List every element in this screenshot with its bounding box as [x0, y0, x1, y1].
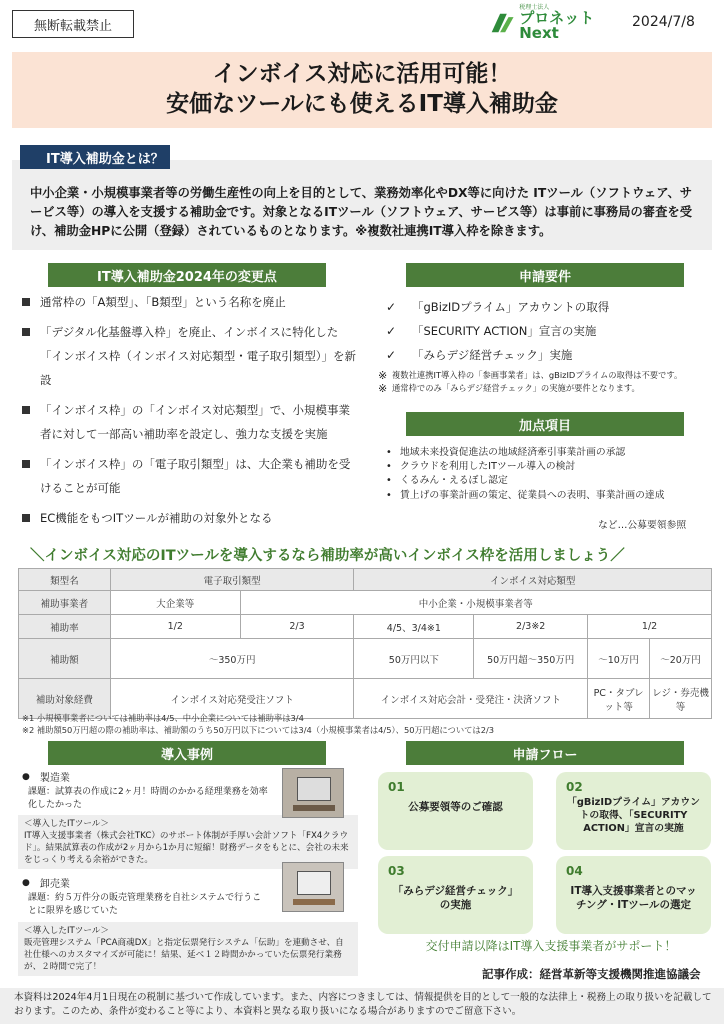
table-cell: レジ・券売機等	[650, 679, 712, 719]
table-cell: 4/5、3/4※1	[354, 615, 474, 639]
table-cell: 中小企業・小規模事業者等	[240, 591, 711, 615]
list-item: 通常枠の「A類型」、「B類型」という名称を廃止	[18, 290, 358, 314]
case-problem: 課題：約５万件分の販売管理業務を自社システムで行うことに限界を感じていた	[28, 893, 262, 916]
cases-heading: 導入事例	[48, 741, 326, 765]
step-text: IT導入支援事業者とのマッチング・ITツールの選定	[570, 885, 697, 912]
hero-line-2: 安価なツールにも使えるIT導入補助金	[166, 91, 558, 117]
no-reproduction-notice: 無断転載禁止	[12, 10, 134, 38]
table-cell: 2/3※2	[474, 615, 588, 639]
list-item: • 地域未来投資促進法の地域経済牽引事業計画の承認	[386, 447, 626, 458]
logo-mark-icon	[490, 8, 515, 38]
company-logo	[490, 6, 620, 40]
table-cell: インボイス対応類型	[354, 569, 712, 591]
case-box-title: ＜導入したITツール＞	[24, 925, 109, 936]
case-industry: ● 製造業	[22, 771, 70, 784]
table-cell: ～10万円	[588, 639, 650, 679]
table-cell: 50万円超～350万円	[474, 639, 588, 679]
table-cell: 2/3	[240, 615, 354, 639]
check-icon: ✓	[386, 324, 397, 338]
list-item: ✓ 「みらデジ経営チェック」実施	[386, 348, 573, 362]
hero-title	[12, 52, 712, 128]
step-text: 「gBizIDプライム」アカウントの取得、「SECURITY ACTION」宣言の実施	[567, 797, 700, 835]
case-photo-products	[282, 862, 344, 912]
square-bullet-icon	[22, 406, 30, 414]
table-cell: インボイス対応発受注ソフト	[110, 679, 354, 719]
list-item: EC機能をもつITツールが補助の対象外となる	[18, 506, 358, 530]
bullet-icon: ●	[22, 877, 30, 888]
case-photo-computer	[282, 768, 344, 818]
list-item: 「インボイス枠」の「インボイス対応類型」で、小規模事業者に対して一部高い補助率を設定し、強力な支援を実施	[18, 398, 358, 446]
table-cell: PC・タブレット等	[588, 679, 650, 719]
flow-support-note: 交付申請以降はIT導入支援事業者がサポート！	[425, 939, 677, 953]
table-cell: 補助対象経費	[19, 679, 111, 719]
table-cell: 電子取引類型	[110, 569, 354, 591]
table-row	[19, 615, 712, 639]
table-cell: 1/2	[110, 615, 240, 639]
list-item: ✓ 「gBizIDプライム」アカウントの取得	[386, 300, 610, 314]
case-industry: ● 卸売業	[22, 877, 70, 891]
note-item: ※ 通常枠でのみ「みらデジ経営チェック」の実施が要件となります。	[378, 382, 640, 395]
table-cell: 1/2	[588, 615, 712, 639]
table-row	[19, 591, 712, 615]
article-author: 記事作成：経営革新等支援機関推進協議会	[482, 967, 701, 981]
requirements-heading: 申請要件	[406, 263, 684, 287]
table-footnotes	[22, 712, 494, 736]
case-problem: 課題：試算表の作成に2ヶ月！時間のかかる経理業務を効率化したかった	[28, 787, 268, 810]
square-bullet-icon	[22, 460, 30, 468]
step-number: 03	[388, 864, 405, 878]
list-item: 「インボイス枠」の「電子取引類型」は、大企業も補助を受けることが可能	[18, 452, 358, 500]
case-box-text: 販売管理システム「PCA商魂DX」と指定伝票発行システム「伝助」を連動させ、自社仕様へのカスタマイズが可能に！結果、延べ１２時間かかっていた伝票発行業務が、２時間で完了！	[24, 937, 344, 972]
step-text: 公募要領等のご確認	[408, 801, 503, 813]
requirements-list	[372, 295, 712, 367]
table-cell: 50万円以下	[354, 639, 474, 679]
table-cell: ～20万円	[650, 639, 712, 679]
table-cell: 大企業等	[110, 591, 240, 615]
table-cell: ～350万円	[110, 639, 354, 679]
flow-heading: 申請フロー	[406, 741, 684, 765]
step-number: 02	[566, 780, 583, 794]
hero-line-1: インボイス対応に活用可能！	[212, 61, 512, 88]
square-bullet-icon	[22, 298, 30, 306]
logo-subtitle: 税理士法人	[519, 4, 550, 11]
table-cell: 補助事業者	[19, 591, 111, 615]
requirements-notes	[378, 370, 716, 396]
step-number: 04	[566, 864, 583, 878]
flow-step-2	[556, 772, 711, 850]
table-row	[19, 569, 712, 591]
intro-text: 中小企業・小規模事業者等の労働生産性の向上を目的として、業務効率化やDX等に向けた ITツール（ソフトウェア、サービス等）の導入を支援する補助金です。対象となるITツール（ソフトウェア、サービス等）は事前に事務局の審査を受け、補助金HPに公開（登録）されているものとなります。※複数社連携IT導入枠を除きます。	[12, 160, 712, 250]
table-cell: 補助額	[19, 639, 111, 679]
intro-label: IT導入補助金とは？	[20, 145, 170, 169]
flow-step-3	[378, 856, 533, 934]
invoice-banner: ＼インボイス対応のITツールを導入するなら補助率が高いインボイス枠を活用しましょう／	[30, 548, 625, 564]
monitor-icon	[297, 777, 331, 801]
footnote: ※2 補助額50万円超の際の補助率は、補助額のうち50万円以下については3/4（小規模事業者は4/5）、50万円超については2/3	[22, 725, 495, 736]
rate-table	[18, 568, 712, 719]
bullet-icon: ●	[22, 771, 30, 782]
bonus-list	[386, 446, 714, 503]
table-cell: 補助率	[19, 615, 111, 639]
table-row	[19, 639, 712, 679]
case-box-text: IT導入支援事業者（株式会社TKC）のサポート体制が手厚い会計ソフト「FX4クラウド」。結果試算表の作成が2ヶ月から1か月に短縮！財務データをもとに、会社の未来をじっくり考える余裕ができた。	[24, 831, 349, 866]
changes-heading: IT導入補助金2024年の変更点	[48, 263, 326, 287]
list-item: • 賃上げの事業計画の策定、従業員への表明、事業計画の達成	[386, 489, 665, 501]
case-tool-box	[18, 922, 358, 976]
case-box-title: ＜導入したITツール＞	[24, 819, 109, 830]
bonus-heading: 加点項目	[406, 412, 684, 436]
table-cell: インボイス対応会計・受発注・決済ソフト	[354, 679, 588, 719]
bonus-note: など…公募要領参照	[598, 520, 687, 531]
changes-list	[18, 290, 358, 536]
note-item: ※ 複数社連携IT導入枠の「参画事業者」は、gBizIDプライムの取得は不要です。	[378, 369, 683, 382]
list-item: • くるみん・えるぼし認定	[386, 475, 508, 487]
list-item: ✓ 「SECURITY ACTION」宣言の実施	[386, 324, 597, 338]
square-bullet-icon	[22, 328, 30, 336]
square-bullet-icon	[22, 514, 30, 522]
flow-step-4	[556, 856, 711, 934]
list-item: • クラウドを利用したITツール導入の検討	[386, 461, 576, 473]
disclaimer: 本資料は2024年4月1日現在の税制に基づいて作成しています。また、内容につきましては、情報提供を目的として一般的な法律上・税務上の取り扱いを記載しております。このため、条件が変わること等により、本資料と異なる取り扱いになる場合がありますのでご留意下さい。	[0, 988, 724, 1024]
step-number: 01	[388, 780, 405, 794]
check-icon: ✓	[386, 300, 397, 314]
list-item: 「デジタル化基盤導入枠」を廃止、インボイスに特化した「インボイス枠（インボイス対応類型・電子取引類型）」を新設	[18, 320, 358, 392]
footnote: ※1 小規模事業者については補助率は4/5、中小企業については補助率は3/4	[22, 713, 304, 723]
flow-step-1	[378, 772, 533, 850]
publish-date: 2024/7/8	[632, 14, 695, 30]
logo-name: プロネット Next	[519, 9, 595, 42]
table-cell: 類型名	[19, 569, 111, 591]
step-text: 「みらデジ経営チェック」の実施	[392, 885, 519, 912]
product-icon	[297, 871, 331, 895]
check-icon: ✓	[386, 348, 397, 362]
